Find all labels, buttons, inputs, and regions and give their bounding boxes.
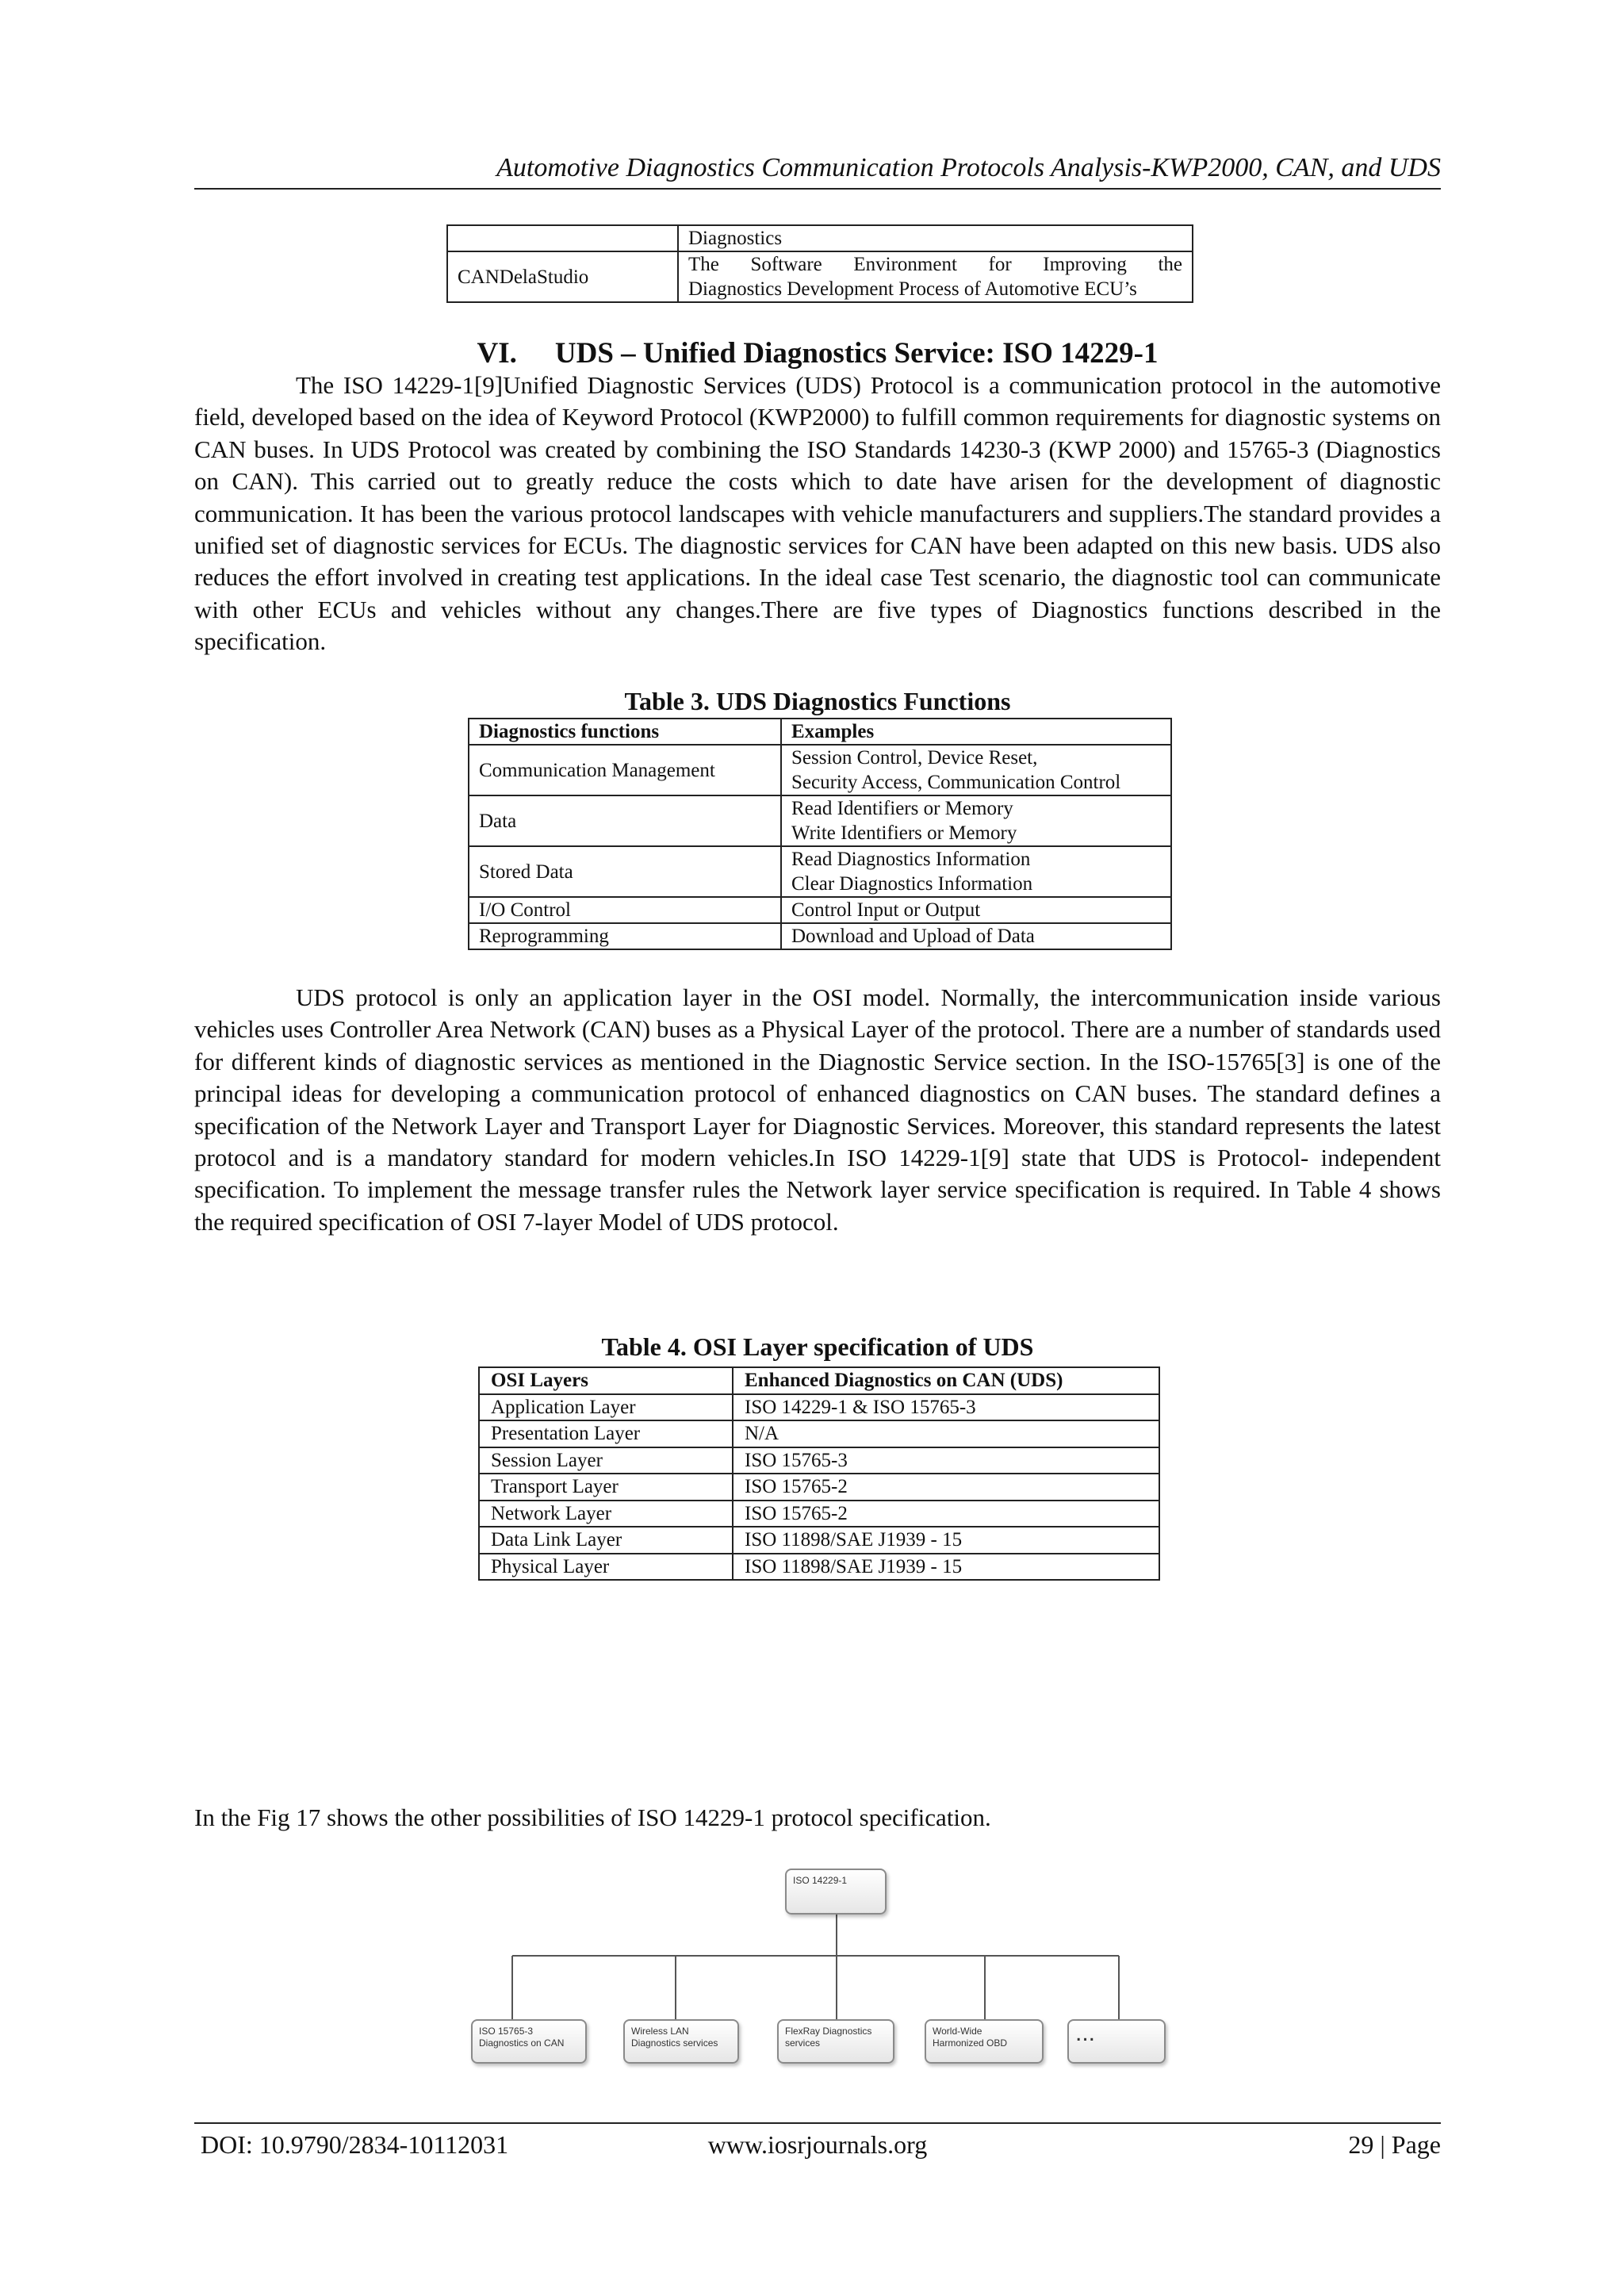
table-cell: CANDelaStudio <box>447 251 678 302</box>
table-cell: Data Link Layer <box>479 1527 733 1554</box>
table-row <box>479 1527 1159 1554</box>
table-cell: ISO 15765-2 <box>733 1501 1159 1527</box>
table-cell <box>447 225 678 251</box>
body-paragraph <box>194 982 1441 1238</box>
paragraph-text: UDS protocol is only an application layer in the OSI model. Normally, the intercommunication inside various vehicles uses Controller Area Network (CAN) buses as a Physical Layer of the protocol. There are a number of standards used for different kinds of diagnostic services as mentioned in the Diagnostic Service section. In the ISO-15765[3] is one of the principal ideas for developing a communication protocol of enhanced diagnostics on CAN buses. The standard defines a specification of the Network Layer and Transport Layer for Diagnostic Services. Moreover, this standard represents the latest protocol and is a mandatory standard for modern vehicles.In ISO 14229-1[9] state that UDS is Protocol- independent specification. To implement the message transfer rules the Network layer service specification is required. In Table 4 shows the required specification of OSI 7-layer Model of UDS protocol. <box>194 983 1441 1236</box>
node-label: World-Wide <box>933 2026 982 2037</box>
node-label: Wireless LAN <box>631 2026 689 2037</box>
table-cell: Physical Layer <box>479 1554 733 1581</box>
child-node <box>1067 2019 1166 2064</box>
table-row <box>479 1554 1159 1581</box>
section-number: VI. <box>477 337 517 370</box>
table-cell: ISO 11898/SAE J1939 - 15 <box>733 1554 1159 1581</box>
table-cell <box>678 251 1193 302</box>
cell-line: Read Diagnostics Information <box>791 849 1031 870</box>
body-paragraph <box>194 370 1441 658</box>
table-caption: Table 4. OSI Layer specification of UDS <box>601 1332 1034 1361</box>
table-row <box>479 1420 1159 1447</box>
cell-line: Read Identifiers or Memory <box>791 798 1013 819</box>
table-cell: N/A <box>733 1420 1159 1447</box>
table-row <box>469 846 1171 897</box>
paragraph-text: The ISO 14229-1[9]Unified Diagnostic Services (UDS) Protocol is a communication protocol in the automotive field, developed based on the idea of Keyword Protocol (KWP2000) to fulfill common requirements for diagnostic systems on CAN buses. In UDS Protocol was created by combining the ISO Standards 14230-3 (KWP 2000) and 15765-3 (Diagnostics on CAN). This carried out to greatly reduce the costs which to date have arisen for the development of diagnostic communication. It has been the various protocol landscapes with vehicle manufacturers and suppliers.The standard provides a unified set of diagnostic services for ECUs. The diagnostic services for CAN have been adapted on this new basis. UDS also reduces the effort involved in creating test applications. In the ideal case Test scenario, the diagnostic tool can communicate with other ECUs and vehicles without any changes.There are five types of Diagnostics functions described in the specification. <box>194 371 1441 656</box>
table-cell: Network Layer <box>479 1501 733 1527</box>
table-cell: Data <box>469 795 781 846</box>
child-node <box>623 2019 739 2064</box>
column-header: Diagnostics functions <box>469 719 781 745</box>
node-label: ISO 14229-1 <box>793 1875 848 1886</box>
table-header-row <box>479 1367 1159 1394</box>
child-node <box>777 2019 894 2064</box>
doi-text: DOI: 10.9790/2834-10112031 <box>201 2130 509 2159</box>
table-row <box>479 1394 1159 1421</box>
table-row <box>469 795 1171 846</box>
page-number: 29 | Page <box>1348 2130 1441 2159</box>
column-header: OSI Layers <box>479 1367 733 1394</box>
table-row <box>469 745 1171 795</box>
table-cell <box>781 795 1171 846</box>
table-cell: Presentation Layer <box>479 1420 733 1447</box>
tools-table-continuation <box>446 224 1193 303</box>
cell-line: Session Control, Device Reset, <box>791 747 1038 769</box>
journal-running-title: Automotive Diagnostics Communication Protocols Analysis-KWP2000, CAN, and UDS <box>496 153 1441 182</box>
node-label: Diagnostics services <box>631 2037 718 2049</box>
table-row <box>447 251 1193 302</box>
table-header-row <box>469 719 1171 745</box>
child-node <box>925 2019 1044 2064</box>
node-label: services <box>785 2037 821 2049</box>
root-node <box>785 1869 887 1915</box>
website-text: www.iosrjournals.org <box>707 2130 928 2159</box>
node-label: Diagnostics on CAN <box>479 2037 565 2049</box>
cell-line: Diagnostics Development Process of Automotive ECU’s <box>688 278 1137 300</box>
table-cell: ISO 15765-2 <box>733 1474 1159 1501</box>
table-cell: ISO 14229-1 & ISO 15765-3 <box>733 1394 1159 1421</box>
cell-line: Clear Diagnostics Information <box>791 873 1033 895</box>
table-cell: Application Layer <box>479 1394 733 1421</box>
table-row <box>479 1501 1159 1527</box>
paragraph-text: In the Fig 17 shows the other possibilities of ISO 14229-1 protocol specification. <box>194 1803 991 1831</box>
cell-line: Write Identifiers or Memory <box>791 822 1017 844</box>
table-cell: Control Input or Output <box>781 897 1171 923</box>
table-cell: Stored Data <box>469 846 781 897</box>
table-cell: Transport Layer <box>479 1474 733 1501</box>
node-label: ... <box>1075 2020 1096 2046</box>
table-cell: Reprogramming <box>469 923 781 949</box>
table-cell: Session Layer <box>479 1447 733 1474</box>
table-cell: Diagnostics <box>678 225 1193 251</box>
body-paragraph <box>194 1802 1441 1834</box>
uds-functions-table <box>468 718 1172 950</box>
column-header: Examples <box>781 719 1171 745</box>
osi-layer-table <box>478 1366 1160 1581</box>
table-cell: Communication Management <box>469 745 781 795</box>
table-row <box>469 897 1171 923</box>
column-header: Enhanced Diagnostics on CAN (UDS) <box>733 1367 1159 1394</box>
table-row <box>469 923 1171 949</box>
table-cell <box>781 846 1171 897</box>
child-node <box>471 2019 587 2064</box>
iso14229-tree-diagram <box>466 1862 1167 2065</box>
table-cell: ISO 15765-3 <box>733 1447 1159 1474</box>
table-row <box>479 1447 1159 1474</box>
node-label: ISO 15765-3 <box>479 2026 534 2037</box>
table-cell: Download and Upload of Data <box>781 923 1171 949</box>
node-label: FlexRay Diagnostics <box>785 2026 872 2037</box>
cell-line: The Software Environment for Improving the <box>688 254 1182 275</box>
table-row <box>447 225 1193 251</box>
table-row <box>479 1474 1159 1501</box>
section-title: UDS – Unified Diagnostics Service: ISO 14229-1 <box>554 337 1159 370</box>
table-cell <box>781 745 1171 795</box>
page-footer <box>194 2122 1441 2159</box>
node-label: Harmonized OBD <box>933 2037 1008 2049</box>
table-caption: Table 3. UDS Diagnostics Functions <box>624 687 1011 715</box>
table-cell: ISO 11898/SAE J1939 - 15 <box>733 1527 1159 1554</box>
cell-line: Security Access, Communication Control <box>791 772 1121 793</box>
table-cell: I/O Control <box>469 897 781 923</box>
running-header <box>194 153 1441 190</box>
section-heading <box>194 336 1441 370</box>
